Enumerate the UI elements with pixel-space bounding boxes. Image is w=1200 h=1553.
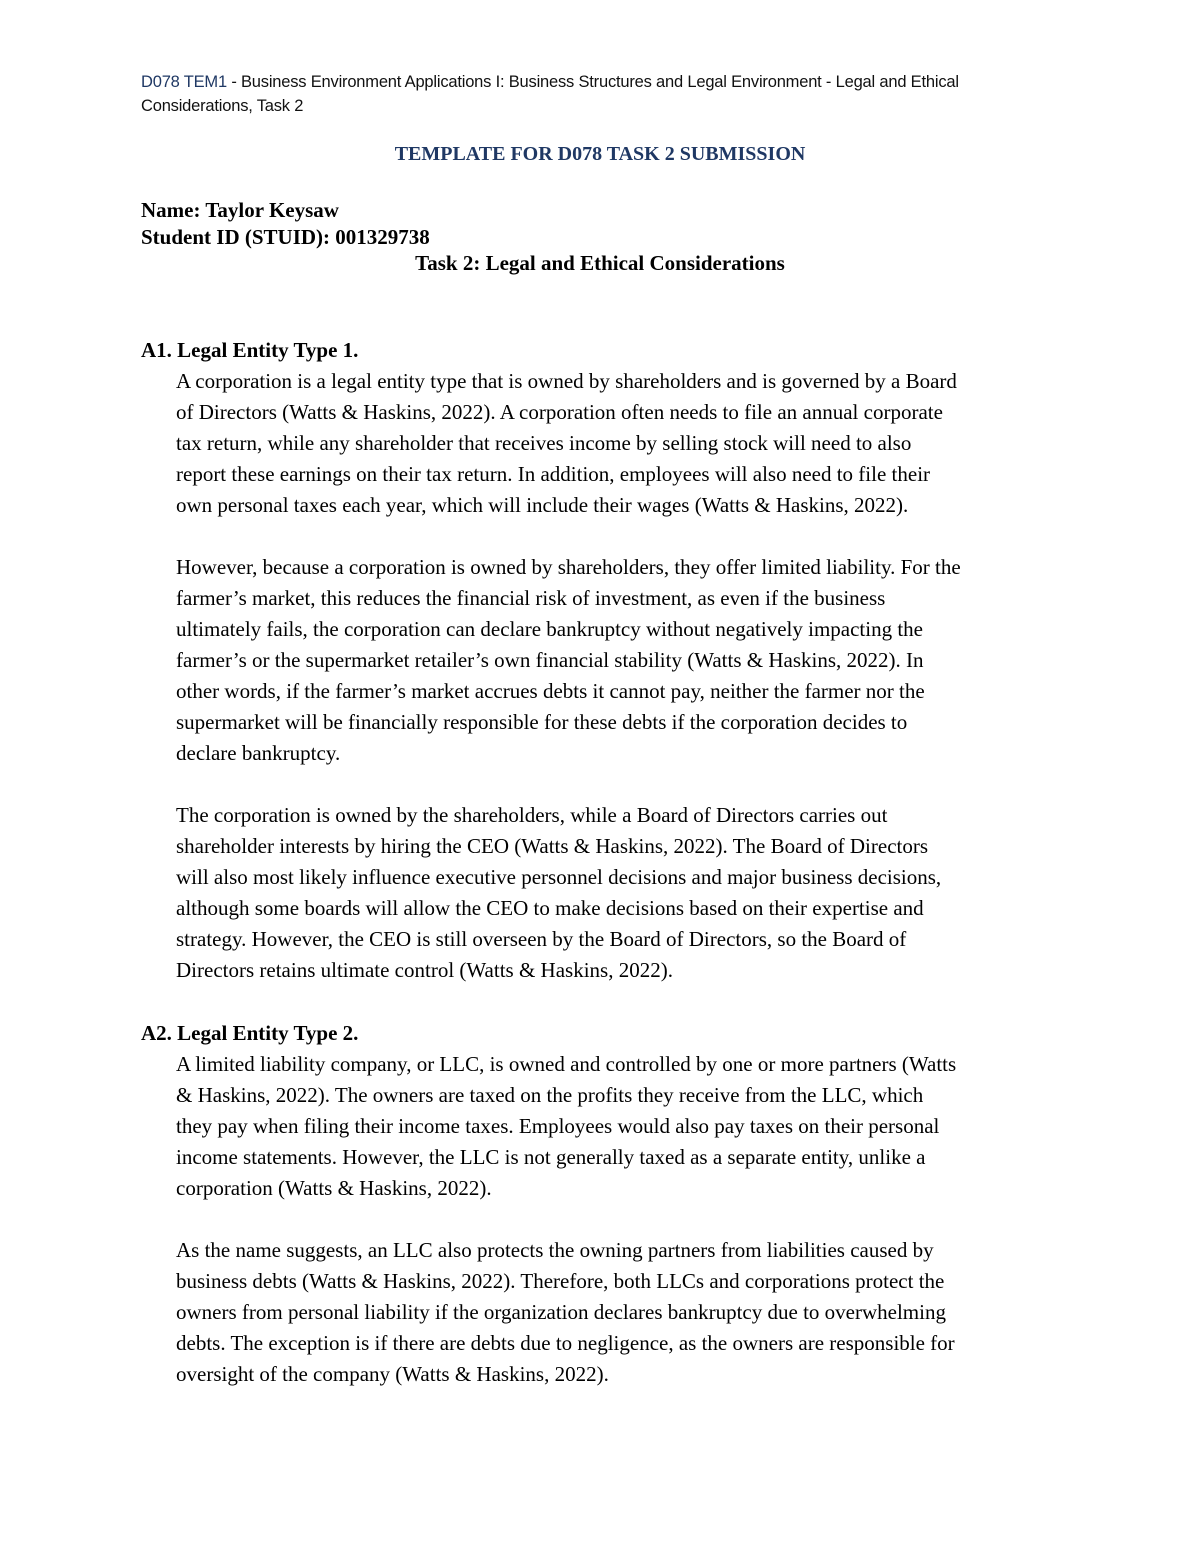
paragraph [176, 1235, 956, 1390]
header-line-1 [141, 70, 959, 94]
paragraph-line: A limited liability company, or LLC, is owned and controlled by one or more partners (Watts [176, 1052, 957, 1076]
paragraph [176, 552, 961, 769]
paragraph-line: other words, if the farmer’s market accrues debts it cannot pay, neither the farmer nor the [176, 679, 925, 703]
paragraph-line: Directors retains ultimate control (Watts & Haskins, 2022). [176, 958, 673, 982]
paragraph-line: business debts (Watts & Haskins, 2022). Therefore, both LLCs and corporations protect the [176, 1269, 945, 1293]
paragraph-line: A corporation is a legal entity type that is owned by shareholders and is governed by a Board [176, 369, 957, 393]
paragraph-line: The corporation is owned by the shareholders, while a Board of Directors carries out [176, 803, 888, 827]
paragraph-line: shareholder interests by hiring the CEO (Watts & Haskins, 2022). The Board of Directors [176, 834, 929, 858]
paragraph-line: income statements. However, the LLC is not generally taxed as a separate entity, unlike a [176, 1145, 926, 1169]
paragraph-line: they pay when filing their income taxes. Employees would also pay taxes on their personal [176, 1114, 940, 1138]
paragraph-line: will also most likely influence executive personnel decisions and major business decisions, [176, 865, 942, 889]
paragraph-line: debts. The exception is if there are debts due to negligence, as the owners are responsible for [176, 1331, 955, 1355]
paragraph-line: supermarket will be financially responsible for these debts if the corporation decides to [176, 710, 908, 734]
section-heading: A2. Legal Entity Type 2. [141, 1021, 359, 1045]
paragraph-line: declare bankruptcy. [176, 741, 341, 765]
paragraph [176, 800, 961, 986]
paragraph-line: tax return, while any shareholder that receives income by selling stock will need to also [176, 431, 912, 455]
paragraph [176, 1049, 956, 1204]
paragraph-line: farmer’s or the supermarket retailer’s own financial stability (Watts & Haskins, 2022). In [176, 648, 924, 672]
section-heading: A1. Legal Entity Type 1. [141, 338, 359, 362]
course-code: D078 TEM1 [141, 73, 227, 91]
paragraph-line: As the name suggests, an LLC also protects the owning partners from liabilities caused by [176, 1238, 934, 1262]
header-text: - Business Environment Applications I: Business Structures and Legal Environment - Legal and Ethical [226, 73, 959, 91]
paragraph-line: farmer’s market, this reduces the financial risk of investment, as even if the business [176, 586, 886, 610]
task-heading: Task 2: Legal and Ethical Considerations [415, 251, 785, 275]
paragraph-line: strategy. However, the CEO is still overseen by the Board of Directors, so the Board of [176, 927, 907, 951]
student-id: Student ID (STUID): 001329738 [141, 225, 430, 249]
paragraph-line: & Haskins, 2022). The owners are taxed on the profits they receive from the LLC, which [176, 1083, 924, 1107]
paragraph [176, 366, 961, 521]
paragraph-line: of Directors (Watts & Haskins, 2022). A corporation often needs to file an annual corporate [176, 400, 943, 424]
paragraph-line: report these earnings on their tax return. In addition, employees will also need to file their [176, 462, 931, 486]
paragraph-line: although some boards will allow the CEO to make decisions based on their expertise and [176, 896, 924, 920]
document-header [141, 70, 959, 118]
section-a2 [141, 1018, 956, 1421]
header-line-2: Considerations, Task 2 [141, 97, 304, 115]
paragraph-line: ultimately fails, the corporation can declare bankruptcy without negatively impacting the [176, 617, 923, 641]
student-name: Name: Taylor Keysaw [141, 198, 339, 222]
paragraph-line: owners from personal liability if the organization declares bankruptcy due to overwhelming [176, 1300, 946, 1324]
paragraph-line: corporation (Watts & Haskins, 2022). [176, 1176, 492, 1200]
section-a1 [141, 335, 961, 1017]
paragraph-line: However, because a corporation is owned by shareholders, they offer limited liability. For the [176, 555, 961, 579]
paragraph-line: own personal taxes each year, which will include their wages (Watts & Haskins, 2022). [176, 493, 909, 517]
document-title: TEMPLATE FOR D078 TASK 2 SUBMISSION [394, 143, 806, 165]
student-info [141, 197, 430, 251]
paragraph-line: oversight of the company (Watts & Haskins, 2022). [176, 1362, 609, 1386]
